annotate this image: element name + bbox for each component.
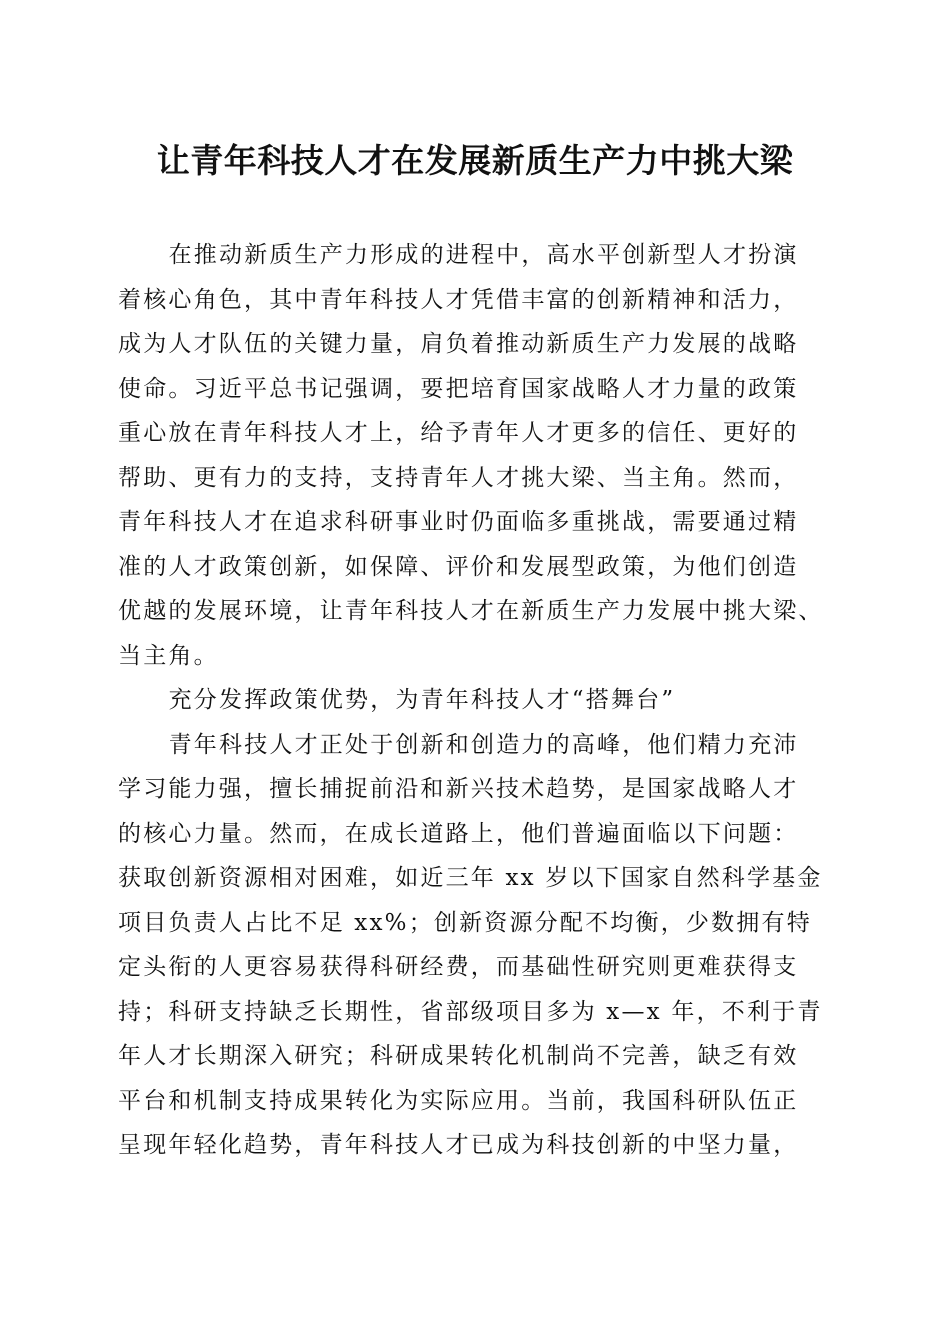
- text-line: 平台和机制支持成果转化为实际应用。当前，我国科研队伍正: [118, 1087, 799, 1114]
- text-line: 使命。习近平总书记强调，要把培育国家战略人才力量的政策: [118, 375, 799, 402]
- text-line: 定头衔的人更容易获得科研经费，而基础性研究则更难获得支: [118, 954, 799, 980]
- document-body: [118, 233, 830, 1168]
- text-line: 准的人才政策创新，如保障、评价和发展型政策，为他们创造: [118, 553, 799, 580]
- document-title: 让青年科技人才在发展新质生产力中挑大梁: [156, 141, 794, 180]
- text-line: 项目负责人占比不足 xx%；创新资源分配不均衡，少数拥有特: [118, 909, 812, 936]
- text-line: 青年科技人才在追求科研事业时仍面临多重挑战，需要通过精: [118, 509, 799, 535]
- text-line: 帮助、更有力的支持，支持青年人才挑大梁、当主角。然而，: [118, 464, 799, 491]
- text-line: 的核心力量。然而，在成长道路上，他们普遍面临以下问题：: [118, 820, 799, 847]
- paragraph-body: [118, 723, 830, 1168]
- text-line: 获取创新资源相对困难，如近三年 xx 岁以下国家自然科学基金: [118, 865, 823, 891]
- text-line: 重心放在青年科技人才上，给予青年人才更多的信任、更好的: [118, 420, 799, 446]
- section-heading: [118, 678, 830, 723]
- text-line: 优越的发展环境，让青年科技人才在新质生产力发展中挑大梁、: [118, 598, 824, 624]
- paragraph-intro: [118, 233, 830, 678]
- text-line: 青年科技人才正处于创新和创造力的高峰，他们精力充沛: [168, 731, 799, 758]
- text-line: 年人才长期深入研究；科研成果转化机制尚不完善，缺乏有效: [118, 1043, 799, 1069]
- text-line: 呈现年轻化趋势，青年科技人才已成为科技创新的中坚力量，: [118, 1132, 799, 1158]
- text-line: 在推动新质生产力形成的进程中，高水平创新型人才扮演: [168, 242, 799, 268]
- section-heading-text: 充分发挥政策优势，为青年科技人才“搭舞台”: [168, 687, 676, 713]
- text-line: 学习能力强，擅长捕捉前沿和新兴技术趋势，是国家战略人才: [118, 776, 799, 802]
- text-line: 成为人才队伍的关键力量，肩负着推动新质生产力发展的战略: [118, 331, 799, 357]
- text-line: 当主角。: [118, 642, 219, 669]
- text-line: 持；科研支持缺乏长期性，省部级项目多为 x—x 年，不利于青: [118, 998, 823, 1025]
- text-line: 着核心角色，其中青年科技人才凭借丰富的创新精神和活力，: [118, 286, 799, 313]
